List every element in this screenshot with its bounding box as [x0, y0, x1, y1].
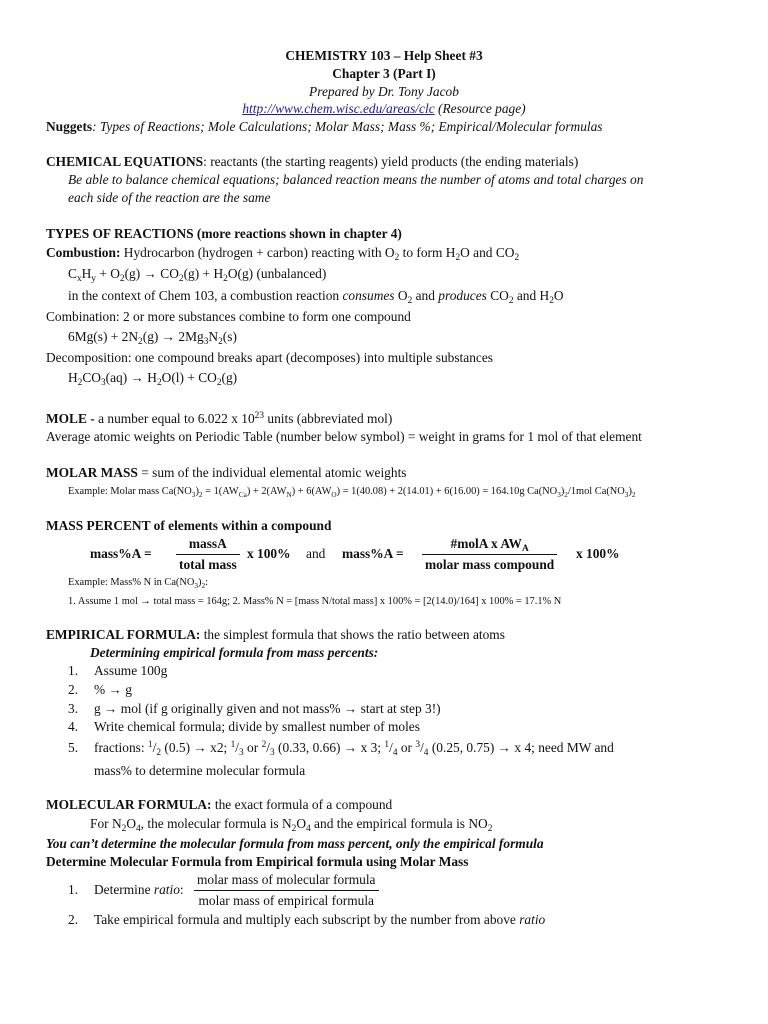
- molecular-text: the exact formula of a compound: [211, 797, 393, 812]
- example-text: , the molecular formula is N: [140, 816, 292, 831]
- example-text: ) + 6(AW: [291, 486, 332, 497]
- empirical-heading: EMPIRICAL FORMULA:: [46, 627, 201, 642]
- subscript: 3: [557, 491, 561, 499]
- empirical-step-2: [68, 682, 132, 698]
- subscript: 2: [198, 491, 203, 499]
- fraction-denominator: total mass: [176, 554, 240, 573]
- fraction-denominator: molar mass of empirical formula: [194, 890, 379, 909]
- empirical-line: [46, 627, 505, 643]
- decomposition-equation: [68, 370, 237, 386]
- example-text: ): [195, 486, 199, 497]
- subscript: 4: [135, 824, 141, 834]
- step-number: 2.: [68, 682, 79, 697]
- balance-note-1: Be able to balance chemical equations; balanced reaction means the number of atoms and total charges on: [68, 172, 644, 187]
- subscript: x: [76, 274, 82, 284]
- atomic-weight-line: Average atomic weights on Periodic Table (number below symbol) = weight in grams for 1 mol of that element: [46, 429, 642, 444]
- subscript: 2: [121, 824, 127, 834]
- empirical-step-5: 5. fractions: $^1/_2$ (0.5) → x2; $^1/_3$ or $^2/_3$ (0.33, 0.66) → x 3; $^1/_4$ or $^3/_4$ (0.25, 0.75) → x 4; need MW and: [68, 740, 614, 758]
- mass-percent-heading-rest: of elements within a compound: [150, 518, 332, 533]
- example-text: = 1(AW: [202, 486, 239, 497]
- decomposition-line: Decomposition: one compound breaks apart (decomposes) into multiple substances: [46, 350, 493, 365]
- combination-line: Combination: 2 or more substances combine to form one compound: [46, 309, 411, 324]
- eq-part: (g) + H: [183, 266, 224, 281]
- balance-note-2: each side of the reaction are the same: [68, 190, 271, 205]
- eq-part: (s): [222, 329, 237, 344]
- eq-part: H: [81, 266, 92, 281]
- combustion-line: [46, 245, 519, 261]
- molar-mass-line: [46, 465, 407, 481]
- combustion-text: Hydrocarbon (hydrogen + carbon) reacting with O: [120, 245, 395, 260]
- mass-percent-fraction-2: [422, 536, 557, 573]
- example-text: ): [198, 577, 202, 588]
- subscript: 2: [291, 824, 297, 834]
- combustion-label: Combustion:: [46, 245, 121, 260]
- subscript: 2: [119, 274, 125, 284]
- subscript: 2: [508, 296, 514, 306]
- fraction-numerator: massA: [188, 536, 227, 551]
- example-text: Example: Mass% N in Ca(NO: [68, 577, 195, 588]
- step-number: 1.: [68, 882, 79, 897]
- chemical-equations-definition: : reactants (the starting reagents) yield products (the ending materials): [203, 154, 579, 169]
- combustion-equation: [68, 266, 326, 282]
- eq-part: 6Mg(s) + 2N: [68, 329, 139, 344]
- subscript: A: [521, 544, 529, 554]
- fraction-numerator: molar mass of molecular formula: [197, 872, 376, 887]
- chemical-equations-line: [46, 154, 578, 170]
- mole-text: units (abbreviated mol): [264, 411, 393, 426]
- step-number: 2.: [68, 912, 79, 927]
- mass-percent-lhs-2: mass%A =: [342, 546, 404, 561]
- eq-part: (g) → CO: [124, 266, 179, 281]
- subscript: 2: [178, 274, 184, 284]
- subscript: 2: [487, 824, 493, 834]
- mass-percent-example-solution: 1. Assume 1 mol → total mass = 164g; 2. Mass% N = [mass N/total mass] x 100% = [2(14.0)/164] x 100% = 17.1% N: [68, 596, 562, 607]
- context-text: CO: [486, 288, 509, 303]
- empirical-step-3: [68, 701, 441, 717]
- subscript: 3: [194, 582, 199, 590]
- subscript: 2: [218, 337, 223, 347]
- subscript: 2: [514, 253, 520, 263]
- subscript: 3: [269, 748, 275, 758]
- context-text: in the context of Chem 103, a combustion reaction: [68, 288, 343, 303]
- superscript: 3: [415, 740, 421, 750]
- subscript: y: [91, 274, 96, 284]
- mass-percent-heading: MASS PERCENT: [46, 518, 151, 533]
- example-text: For N: [90, 816, 122, 831]
- eq-part: CO: [82, 370, 101, 385]
- combustion-text: O and CO: [460, 245, 515, 260]
- fraction-denominator: molar mass compound: [422, 554, 557, 573]
- mass-percent-multiplier-2: x 100%: [576, 546, 620, 561]
- subscript: 2: [455, 253, 461, 263]
- step-text: or: [397, 740, 416, 755]
- and-word: and: [306, 546, 326, 561]
- context-text: and: [412, 288, 439, 303]
- nuggets-text: : Types of Reactions; Mole Calculations; Molar Mass; Mass %; Empirical/Molecular formulas: [92, 119, 603, 134]
- mass-percent-fraction: [176, 536, 240, 573]
- step-text: (0.5) → x2;: [161, 740, 231, 755]
- subscript: 2: [138, 337, 143, 347]
- molecular-line: [46, 797, 392, 813]
- superscript: 23: [254, 411, 265, 421]
- molar-mass-example: [68, 484, 636, 500]
- empirical-subheading: Determining empirical formula from mass percents:: [90, 645, 379, 660]
- step-number: 3.: [68, 701, 79, 716]
- eq-part: (aq) → H: [105, 370, 157, 385]
- example-text: O: [296, 816, 307, 831]
- example-text: :: [205, 577, 209, 588]
- mass-percent-example: [68, 575, 208, 591]
- chemical-equations-heading: CHEMICAL EQUATIONS: [46, 154, 204, 169]
- step-text: (0.25, 0.75) → x 4; need MW and: [428, 740, 614, 755]
- eq-part: C: [68, 266, 77, 281]
- context-text: O: [553, 288, 564, 303]
- subscript: 2: [564, 491, 568, 499]
- subscript: 2: [223, 274, 228, 284]
- context-consumes: consumes: [342, 288, 395, 303]
- step-text: Write chemical formula; divide by smallest number of moles: [94, 719, 420, 734]
- step-number: 4.: [68, 719, 79, 734]
- example-text: ) = 1(40.08) + 2(14.01) + 6(16.00) = 164.10g Ca(NO: [336, 486, 558, 497]
- subscript: N: [286, 491, 292, 499]
- empirical-step-1: [68, 663, 167, 679]
- molecular-step-2: [68, 912, 545, 928]
- eq-part: N: [208, 329, 219, 344]
- molecular-warning: You can’t determine the molecular formula from mass percent, only the empirical formula: [46, 836, 544, 851]
- combination-equation: [68, 329, 237, 345]
- mass-percent-line: [46, 518, 331, 534]
- subscript: 2: [407, 296, 413, 306]
- superscript: 1: [147, 740, 153, 750]
- example-text: and the empirical formula is NO: [310, 816, 488, 831]
- step-text: fractions:: [94, 740, 148, 755]
- example-text: /1mol Ca(NO: [567, 486, 625, 497]
- step-number: 1.: [68, 663, 79, 678]
- step-text: or: [243, 740, 262, 755]
- eq-part: H: [68, 370, 78, 385]
- eq-part: O(g) (unbalanced): [227, 266, 327, 281]
- nuggets-label: Nuggets: [46, 119, 93, 134]
- subscript: 4: [306, 824, 311, 834]
- step-text: Determine: [94, 882, 154, 897]
- example-text: ): [628, 486, 632, 497]
- resource-line: [0, 101, 768, 117]
- resource-link[interactable]: http://www.chem.wisc.edu/areas/clc: [242, 101, 435, 116]
- subscript: 3: [100, 378, 106, 388]
- molecular-subheading: Determine Molecular Formula from Empirical formula using Molar Mass: [46, 854, 469, 869]
- chapter-title: Chapter 3 (Part I): [332, 66, 436, 81]
- subscript: 3: [191, 491, 196, 499]
- subscript: O: [331, 491, 337, 499]
- empirical-step-4: [68, 719, 420, 735]
- fraction-numerator: [422, 536, 557, 554]
- example-text: ) + 2(AW: [246, 486, 287, 497]
- mole-text: a number equal to 6.022 x 10: [94, 411, 255, 426]
- molecular-heading: MOLECULAR FORMULA:: [46, 797, 212, 812]
- example-text: ): [560, 486, 565, 497]
- ratio-fraction: [194, 872, 379, 909]
- subscript: 2: [77, 378, 83, 388]
- sheet-title: CHEMISTRY 103 – Help Sheet #3: [285, 48, 483, 63]
- eq-part: (g) → 2Mg: [142, 329, 204, 344]
- superscript: 1: [384, 740, 390, 750]
- step-text: g → mol (if g originally given and not mass% → start at step 3!): [94, 701, 441, 716]
- eq-part: + O: [95, 266, 120, 281]
- subscript: 2: [156, 748, 162, 758]
- step-text: % → g: [94, 682, 132, 697]
- subscript: 2: [216, 378, 222, 388]
- superscript: 2: [261, 740, 267, 750]
- types-of-reactions-heading: TYPES OF REACTIONS (more reactions shown in chapter 4): [46, 226, 402, 241]
- context-text: O: [394, 288, 408, 303]
- mass-percent-lhs: mass%A =: [90, 546, 152, 561]
- author-line: Prepared by Dr. Tony Jacob: [309, 84, 459, 99]
- numerator-text: #molA x AW: [450, 536, 522, 551]
- subscript: 2: [549, 296, 554, 306]
- molecular-step-1: [68, 882, 184, 898]
- subscript: Ca: [238, 491, 247, 499]
- subscript: 3: [203, 337, 209, 347]
- eq-part: (g): [221, 370, 238, 385]
- mole-line: [46, 411, 392, 427]
- context-produces: produces: [438, 288, 487, 303]
- subscript: 2: [631, 491, 636, 499]
- eq-part: O(l) + CO: [161, 370, 217, 385]
- step-text: Assume 100g: [94, 663, 168, 678]
- combustion-context: [68, 288, 564, 304]
- step-text: Take empirical formula and multiply each subscript by the number from above: [94, 912, 520, 927]
- empirical-step-5-cont: mass% to determine molecular formula: [94, 763, 306, 778]
- subscript: 4: [392, 748, 398, 758]
- empirical-text: the simplest formula that shows the ratio between atoms: [200, 627, 505, 642]
- molar-mass-text: = sum of the individual elemental atomic weights: [137, 465, 407, 480]
- example-text: O: [126, 816, 136, 831]
- mole-heading: MOLE -: [46, 411, 95, 426]
- subscript: 4: [423, 748, 429, 758]
- subscript: 3: [624, 491, 629, 499]
- context-text: and H: [513, 288, 550, 303]
- subscript: 3: [239, 748, 244, 758]
- step-text: (0.33, 0.66) → x 3;: [274, 740, 385, 755]
- molecular-example: [90, 816, 492, 832]
- example-text: Example: Molar mass Ca(NO: [68, 486, 192, 497]
- subscript: 2: [201, 582, 206, 590]
- nuggets-line: [46, 119, 603, 135]
- step-number: 5.: [68, 740, 79, 755]
- subscript: 2: [156, 378, 162, 388]
- mass-percent-multiplier: x 100%: [247, 546, 291, 561]
- molar-mass-heading: MOLAR MASS: [46, 465, 138, 480]
- subscript: 2: [394, 253, 400, 263]
- resource-note: (Resource page): [438, 101, 526, 116]
- ratio-word: ratio: [519, 912, 546, 927]
- superscript: 1: [230, 740, 236, 750]
- step-text: :: [179, 882, 184, 897]
- combustion-text: to form H: [399, 245, 456, 260]
- ratio-word: ratio: [153, 882, 180, 897]
